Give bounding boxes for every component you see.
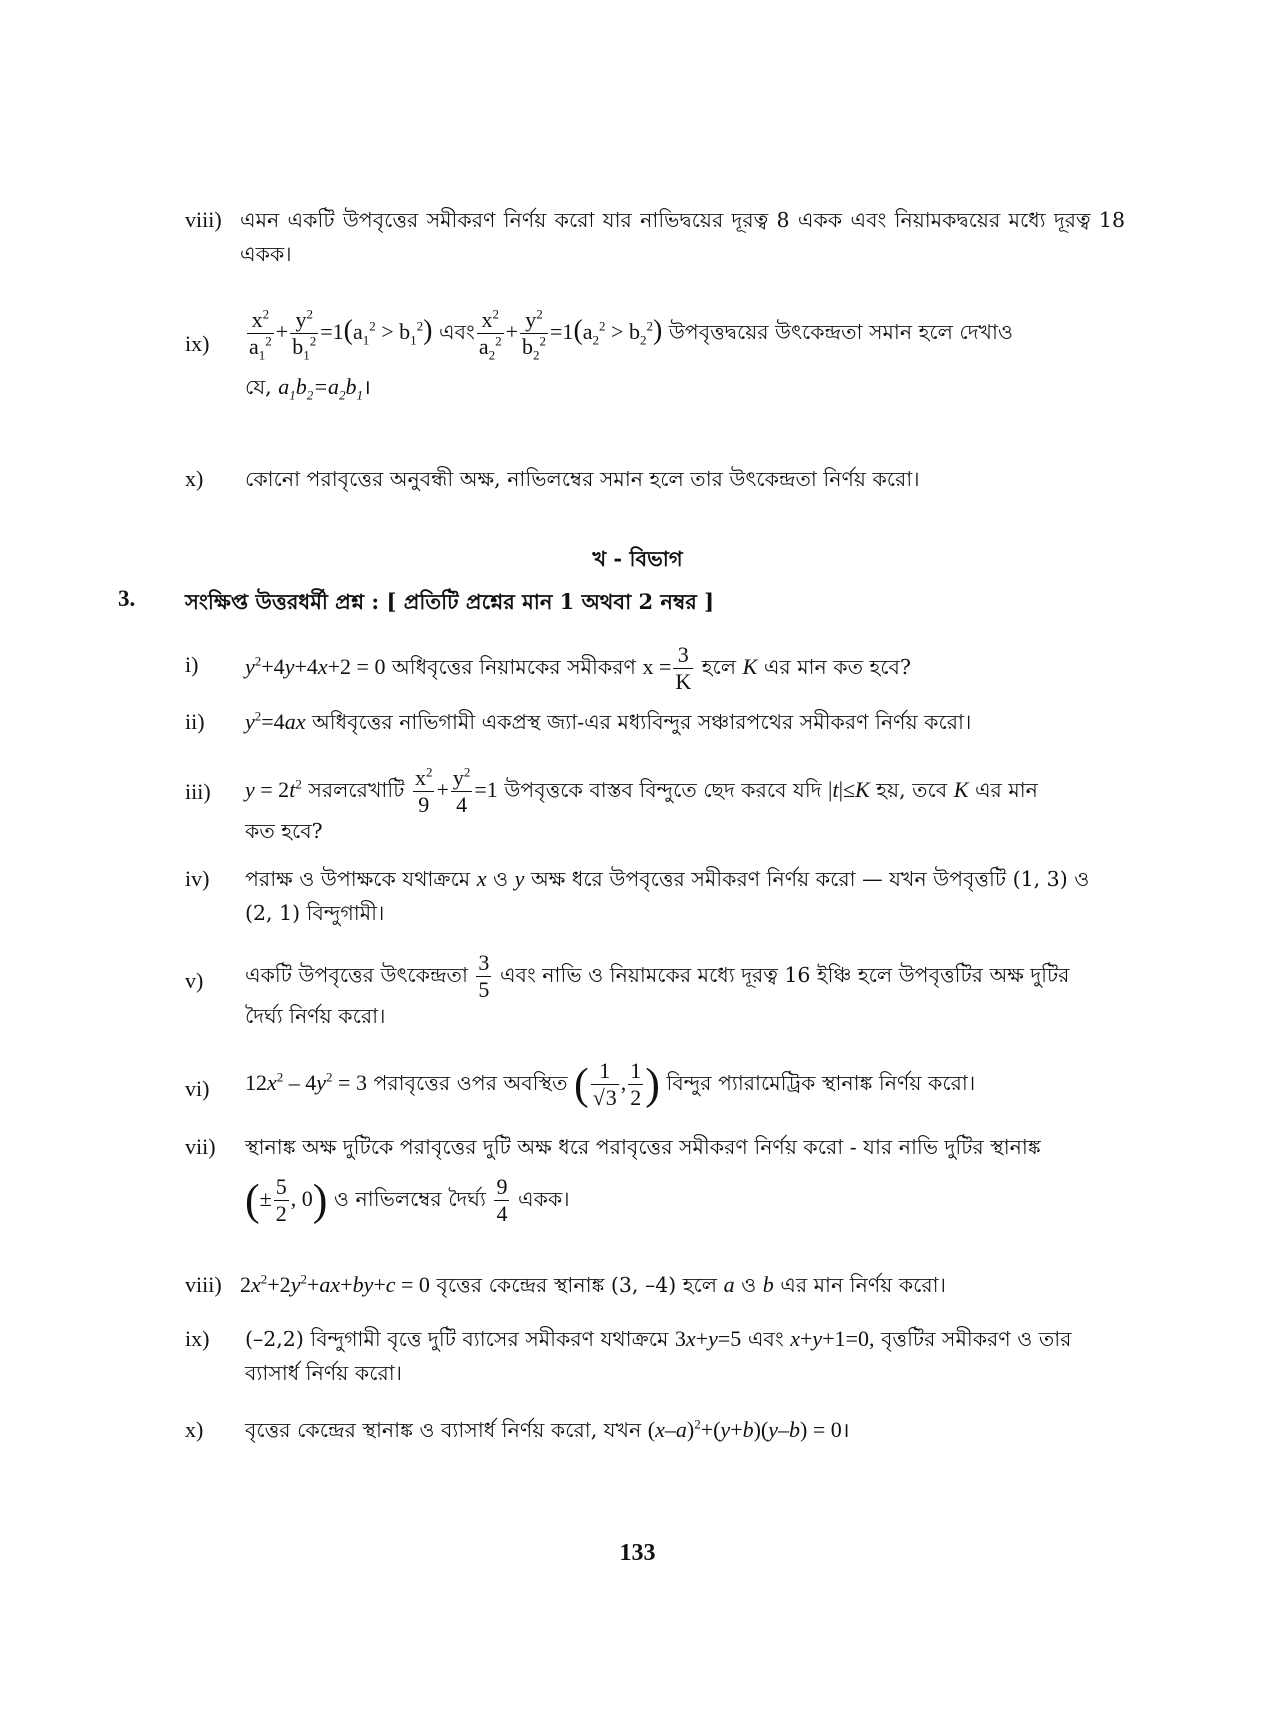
question-label: viii) xyxy=(185,207,222,232)
question-text: পরাক্ষ ও উপাক্ষকে যথাক্রমে xyxy=(245,867,471,891)
text-line xyxy=(245,950,1125,1003)
question-text: বৃত্তটির সমীকরণ ও তার xyxy=(881,1327,1072,1351)
question-text: এবং xyxy=(747,1327,784,1351)
question-text: এর মান কত হবে? xyxy=(763,655,911,679)
question-text: এর মান নির্ণয় করো। xyxy=(780,1273,946,1297)
question-text: বৃত্তের কেন্দ্রের স্থানাঙ্ক (3, –4) হলে xyxy=(436,1273,718,1297)
question-body xyxy=(245,765,1125,848)
question-label: v) xyxy=(185,968,204,993)
question-text: কোনো পরাবৃত্তের অনুবন্ধী অক্ষ, নাভিলম্বের সমান হলে তার উৎকেন্দ্রতা নির্ণয় করো। xyxy=(245,467,920,491)
question-text: ও xyxy=(493,867,509,891)
equation-line: $y = 2t^2$ সরলরেখাটি $\frac{x^2}{9}$ + $\frac{y^2}{4}$ =1 উপবৃত্তকে বাস্তব বিন্দুতে ছেদ করবে যদি |t|≤K হয়, তবে K এর মান xyxy=(245,764,1038,817)
question-body xyxy=(245,862,1125,930)
question-label: vi) xyxy=(185,1076,210,1101)
question-body: বৃত্তের কেন্দ্রের স্থানাঙ্ক ও ব্যাসার্ধ নির্ণয় করো, যখন $(x-a)^2+(y+b)(y-b)$ = 0। xyxy=(245,1416,850,1442)
equation-line: যে, $a_1b_2=a_2b_1।$ xyxy=(245,374,371,403)
page-number: 133 xyxy=(619,1540,656,1566)
fraction: $\frac{y^2}{b_2^2}$ xyxy=(522,306,547,363)
question-text: স্থানাঙ্ক অক্ষ দুটিকে পরাবৃত্তের দুটি অক্ষ ধরে পরাবৃত্তের সমীকরণ নির্ণয় করো - যার নাভি দুটির স্থানাঙ্ক xyxy=(245,1135,1041,1159)
question-text: এর মান xyxy=(974,778,1038,802)
question-label: ii) xyxy=(185,709,205,734)
heading-text: সংক্ষিপ্ত উত্তরধর্মী প্রশ্ন : [ প্রতিটি প্রশ্নের মান 1 অথবা 2 নম্বর ] xyxy=(185,589,715,614)
question-text: (2, 1) বিন্দুগামী। xyxy=(245,901,385,925)
question-body xyxy=(245,950,1125,1033)
question-label: iii) xyxy=(185,779,211,804)
question-text: হয়, তবে xyxy=(876,778,948,802)
question-text: হলে xyxy=(701,655,737,679)
question-text: পরাবৃত্তের ওপর অবস্থিত xyxy=(373,1071,568,1095)
fraction: $\frac{x^2}{9}$ xyxy=(414,764,433,817)
fraction: $\frac{9}{4}$ xyxy=(496,1174,508,1226)
question-text: উপবৃত্তদ্বয়ের উৎকেন্দ্রতা সমান হলে দেখাও xyxy=(668,320,1013,344)
question-number: 3. xyxy=(118,586,136,611)
question-body: $y^2+4y+4x+2 = 0$ অধিবৃত্তের নিয়ামকের সমীকরণ x = $\frac{3}{K}$ হলে K এর মান কত হবে? xyxy=(245,642,911,694)
question-text: অধিবৃত্তের নাভিগামী একপ্রস্থ জ্যা-এর মধ্যবিন্দুর সঞ্চারপথের সমীকরণ নির্ণয় করো। xyxy=(311,710,972,734)
equation-line: (± $\frac{5}{2}$ , 0) ও নাভিলম্বের দৈর্ঘ্য $\frac{9}{4}$ একক। xyxy=(245,1174,570,1226)
fraction: $\frac{x^2}{a_2^2}$ xyxy=(478,306,502,363)
question-text: ও xyxy=(741,1273,757,1297)
question-label: ix) xyxy=(185,331,210,356)
question-body: $12x^2 - 4y^2 = 3$ পরাবৃত্তের ওপর অবস্থিত ( $\frac{1}{√3}$ , $\frac{1}{2}$ ) বিন্দুর প্যারামেট্রিক স্থানাঙ্ক নির্ণয় করো। xyxy=(245,1058,976,1110)
question-body: $2x^2+2y^2+ax+by+c = 0$ বৃত্তের কেন্দ্রের স্থানাঙ্ক (3, –4) হলে a ও b এর মান নির্ণয় করো। xyxy=(240,1271,946,1297)
question-label: x) xyxy=(185,1417,204,1442)
fraction: $\frac{3}{5}$ xyxy=(478,950,490,1002)
question-label: vii) xyxy=(185,1134,216,1159)
question-body xyxy=(245,1130,1125,1227)
question-label: viii) xyxy=(185,1272,222,1297)
question-label: i) xyxy=(185,652,199,677)
question-text: । xyxy=(363,375,371,399)
question-text: সরলরেখাটি xyxy=(308,778,405,802)
question-body: $y^2=4ax$ অধিবৃত্তের নাভিগামী একপ্রস্থ জ্যা-এর মধ্যবিন্দুর সঞ্চারপথের সমীকরণ নির্ণয় করো। xyxy=(245,708,972,734)
question-text: (–2,2) বিন্দুগামী বৃত্তে দুটি ব্যাসের সমীকরণ যথাক্রমে xyxy=(245,1327,669,1351)
question-text: বৃত্তের কেন্দ্রের স্থানাঙ্ক ও ব্যাসার্ধ নির্ণয় করো, যখন xyxy=(245,1418,642,1442)
question-label: iv) xyxy=(185,866,210,891)
question-text: উপবৃত্তকে বাস্তব বিন্দুতে ছেদ করবে যদি xyxy=(504,778,822,802)
question-text: অধিবৃত্তের নিয়ামকের সমীকরণ xyxy=(392,655,636,679)
question-text: ও নাভিলম্বের দৈর্ঘ্য xyxy=(333,1187,486,1211)
fraction: $\frac{5}{2}$ xyxy=(275,1174,287,1226)
question-text: অক্ষ ধরে উপবৃত্তের সমীকরণ নির্ণয় করো — যখন উপবৃত্তটি (1, 3) ও xyxy=(530,867,1090,891)
question-text: এবং নাভি ও নিয়ামকের মধ্যে দূরত্ব 16 ইঞ্চি হলে উপবৃত্তটির অক্ষ দুটির xyxy=(499,963,1070,987)
question-text: যে, xyxy=(245,375,272,399)
fraction: $\frac{x^2}{a_1^2}$ xyxy=(249,306,272,363)
question-text: ব্যাসার্ধ নির্ণয় করো। xyxy=(245,1361,403,1385)
question-label: ix) xyxy=(185,1326,210,1351)
question-body xyxy=(245,1322,1125,1390)
question-label: x) xyxy=(185,466,204,491)
question-text: একটি উপবৃত্তের উৎকেন্দ্রতা xyxy=(245,963,468,987)
fraction: $\frac{3}{K}$ xyxy=(675,642,692,694)
text-line: (–2,2) বিন্দুগামী বৃত্তে দুটি ব্যাসের সমীকরণ যথাক্রমে 3x+y=5 এবং x+y+1=0, বৃত্তটির সমীকরণ ও তার xyxy=(245,1326,1072,1351)
section-title: খ - বিভাগ xyxy=(592,546,683,571)
question-text: বিন্দুর প্যারামেট্রিক স্থানাঙ্ক নির্ণয় করো। xyxy=(666,1071,976,1095)
question-text: এমন একটি উপবৃত্তের সমীকরণ নির্ণয় করো যার নাভিদ্বয়ের দূরত্ব 8 একক এবং নিয়ামকদ্বয়ের মধ্যে দূরত্ব 18 একক। xyxy=(240,208,1125,266)
fraction: $\frac{y^2}{4}$ xyxy=(452,764,471,817)
fraction: $\frac{1}{√3}$ xyxy=(592,1058,617,1110)
connector-text: এবং xyxy=(438,320,475,344)
question-text: দৈর্ঘ্য নির্ণয় করো। xyxy=(245,1004,386,1028)
text-line: পরাক্ষ ও উপাক্ষকে যথাক্রমে x ও y অক্ষ ধরে উপবৃত্তের সমীকরণ নির্ণয় করো — যখন উপবৃত্তটি (1, 3) ও xyxy=(245,866,1090,891)
equation-line: $\frac{x^2}{a_1^2}$ + $\frac{y^2}{b_1^2}$ $=1(a_1^2 > b_1^2)$ এবং $\frac{x^2}{a_2^2}$ + $\frac{y^2}{b_2^2}$ $=1(a_2^2 > b_2^2)$ উপবৃত্তদ্বয়ের উৎকেন্দ্রতা সমান হলে দেখাও xyxy=(249,306,1013,363)
fraction: $\frac{y^2}{b_1^2}$ xyxy=(292,306,317,363)
question-text: একক। xyxy=(517,1187,570,1211)
fraction: $\frac{1}{2}$ xyxy=(630,1058,642,1110)
question-text: কত হবে? xyxy=(245,819,323,843)
